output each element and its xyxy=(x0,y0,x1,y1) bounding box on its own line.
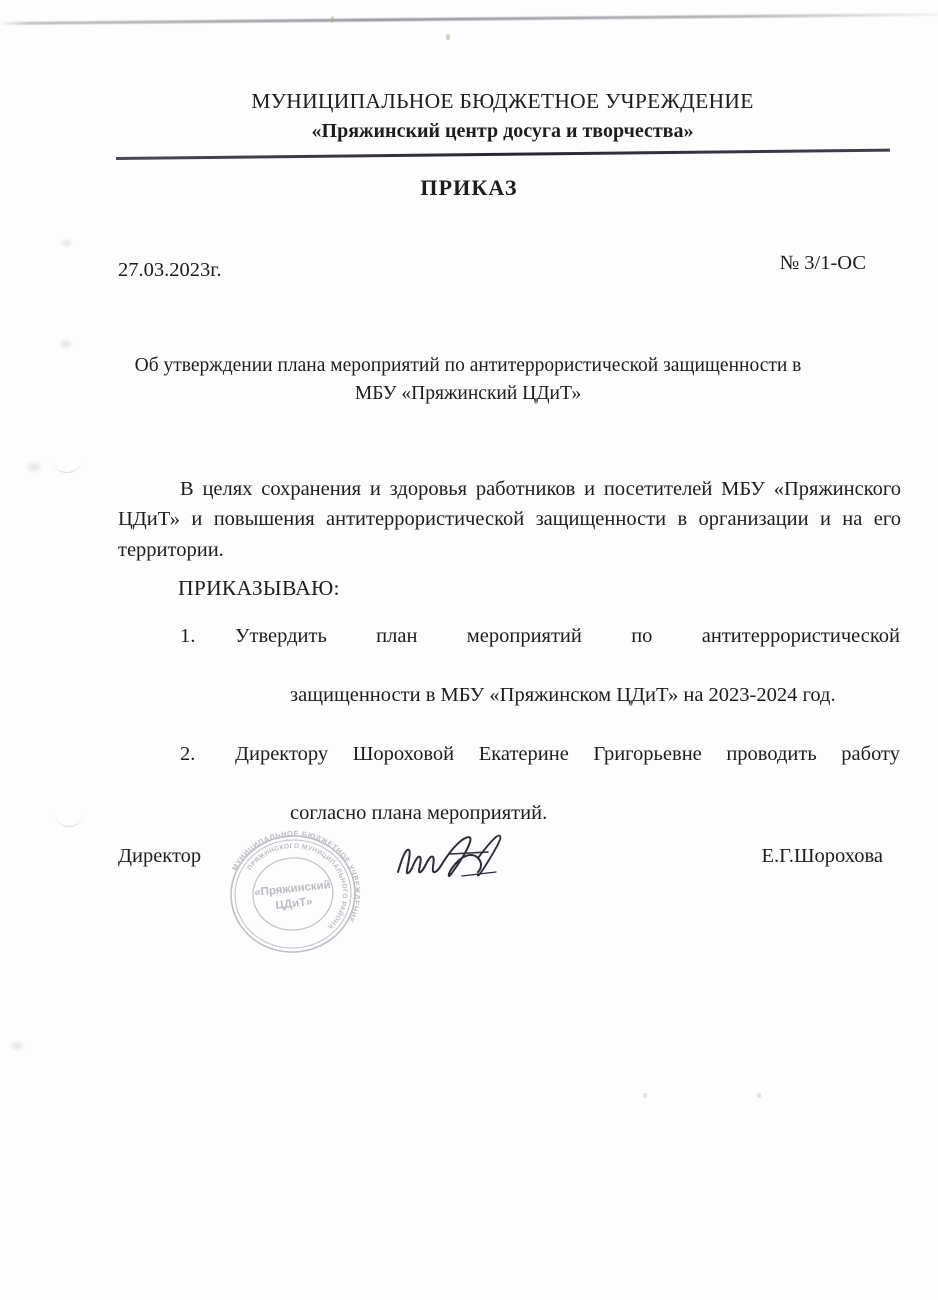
svg-text:ЦДиТ»: ЦДиТ» xyxy=(274,896,314,912)
order-list-item xyxy=(180,740,900,858)
scan-smudge xyxy=(8,1040,26,1052)
scan-smudge xyxy=(24,460,44,474)
scan-smudge xyxy=(60,238,74,248)
svg-text:МУНИЦИПАЛЬНОЕ БЮДЖЕТНОЕ УЧРЕЖД: МУНИЦИПАЛЬНОЕ БЮДЖЕТНОЕ УЧРЕЖДЕНИЕ xyxy=(230,828,363,925)
order-item-text xyxy=(235,740,900,858)
scan-edge-artifact xyxy=(0,13,938,25)
order-items-list xyxy=(180,622,900,858)
preamble-paragraph: В целях сохранения и здоровья работников и посетителей МБУ «Пряжинского ЦДиТ» и повышения антитеррористической защищенности в организации и на его территории. xyxy=(118,478,901,561)
order-item-number: 1. xyxy=(180,625,196,647)
svg-text:ПРЯЖИНСКОГО МУНИЦИПАЛЬНОГО РАЙ: ПРЯЖИНСКОГО МУНИЦИПАЛЬНОГО РАЙОНА xyxy=(246,842,349,931)
document-date: 27.03.2023г. xyxy=(118,259,222,281)
document-meta-row xyxy=(118,252,866,281)
order-item-line: защищенности в МБУ «Пряжинском ЦДиТ» на 2023-2024 год. xyxy=(290,684,836,707)
document-number: № 3/1-ОС xyxy=(779,252,866,274)
order-item-line: Утвердить план мероприятий по антитеррористической xyxy=(235,625,900,647)
organization-name-line1: МУНИЦИПАЛЬНОЕ БЮДЖЕТНОЕ УЧРЕЖДЕНИЕ xyxy=(251,89,754,113)
svg-text:«Пряжинский: «Пряжинский xyxy=(253,879,332,900)
organization-header xyxy=(115,88,890,144)
order-item-number: 2. xyxy=(180,743,196,766)
signer-name: Е.Г.Шорохова xyxy=(761,845,883,867)
order-list-item xyxy=(180,622,900,740)
signer-title: Директор xyxy=(118,845,202,867)
scan-edge-curve xyxy=(55,800,83,827)
scan-speck xyxy=(331,16,334,23)
document-subject: Об утверждении плана мероприятий по антитеррористической защищенности в МБУ «Пряжинский ЦДиТ» xyxy=(134,355,802,404)
scan-speck xyxy=(643,1093,647,1098)
order-directive-word: ПРИКАЗЫВАЮ: xyxy=(178,576,340,600)
order-item-line: согласно плана мероприятий. xyxy=(290,802,548,825)
scan-speck xyxy=(446,34,450,40)
organization-name-line2: «Пряжинский центр досуга и творчества» xyxy=(311,119,694,142)
header-divider-rule xyxy=(116,149,890,160)
scan-speck xyxy=(757,1093,761,1098)
order-item-line: Директору Шороховой Екатерине Григорьевне проводить работу xyxy=(235,743,900,766)
signature-row xyxy=(118,845,883,868)
scan-smudge xyxy=(58,338,74,350)
order-item-text xyxy=(235,622,900,740)
document-type-heading: ПРИКАЗ xyxy=(420,175,518,200)
scan-edge-curve xyxy=(52,446,82,473)
